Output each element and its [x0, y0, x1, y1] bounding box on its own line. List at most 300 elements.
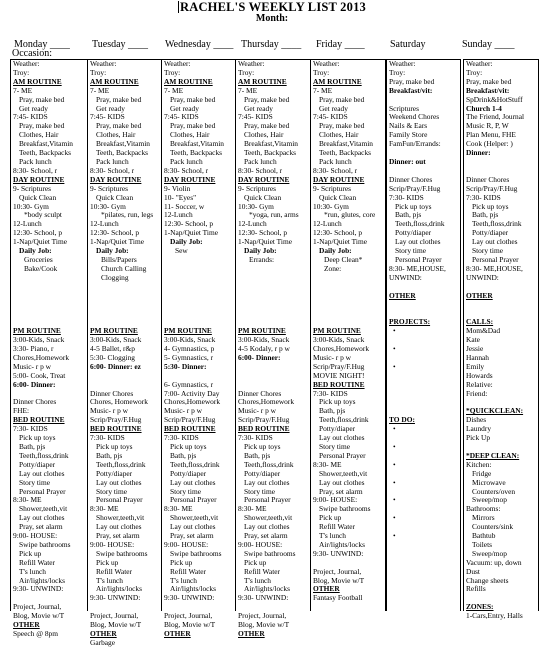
list-item: 1-Nap/Quiet Time — [164, 228, 218, 238]
section-heading: OTHER — [164, 629, 191, 638]
list-item: 9:30- UNWIND: — [164, 593, 215, 603]
list-item: Refill Water — [170, 566, 207, 576]
list-item: 6- Gymnastics, r — [164, 379, 214, 389]
section-heading: • — [393, 513, 396, 523]
list-item: 8:30- School, r — [313, 165, 358, 175]
list-item: Dinner Chores — [389, 174, 433, 184]
list-item: 3:00-Kids, Snack — [313, 335, 365, 345]
list-item: Pray, set alarm — [244, 531, 288, 541]
list-item: 7:30- KIDS — [313, 388, 348, 398]
list-item: Bathrooms: — [466, 504, 501, 514]
list-item: Lay out clothes — [319, 433, 365, 443]
list-item: Air/lights/locks — [319, 539, 365, 549]
list-item: Potty/diaper — [170, 468, 207, 478]
section-heading: DAY ROUTINE — [164, 174, 216, 184]
list-item: Pick up toys — [170, 441, 207, 451]
list-item: Troy: — [313, 67, 330, 77]
list-item: FHE: — [13, 406, 30, 416]
list-item: 7- ME — [313, 85, 333, 95]
list-item: Pick up — [244, 557, 267, 567]
list-item: Scrip/Pray/F.Hug — [313, 361, 365, 371]
list-item: Daily Job: — [19, 246, 52, 256]
list-item: Breakfast/vit: — [389, 85, 433, 95]
list-item: 5:30- Clogging — [90, 352, 135, 362]
blank-line — [387, 300, 460, 309]
section-heading: OTHER — [389, 290, 416, 300]
section-heading: DAY ROUTINE — [238, 174, 290, 184]
list-item: Daily Job: — [170, 237, 203, 247]
list-item: Blog, Movie w/T — [313, 575, 365, 585]
list-item: 3:00-Kids, Snack — [238, 335, 290, 345]
list-item: Personal Prayer — [319, 450, 366, 460]
list-item: 9- Scriptures — [313, 183, 351, 193]
list-item: 1-Nap/Quiet Time — [238, 237, 292, 247]
list-item: 6:00- Dinner: — [238, 352, 281, 362]
list-item: 9:00- HOUSE: — [90, 539, 135, 549]
list-item: Pray, make bed — [19, 94, 65, 104]
list-item: 8:30- School, r — [164, 165, 209, 175]
list-item: Pick up toys — [19, 433, 56, 443]
list-item: 7:30- KIDS — [13, 424, 48, 434]
section-heading: BED ROUTINE — [90, 424, 142, 434]
list-item: Story time — [319, 441, 350, 451]
section-heading: OTHER — [13, 620, 40, 630]
column-wednesday — [162, 59, 236, 638]
list-item: 8:30- ME — [13, 495, 42, 505]
list-item: The Friend, Journal — [466, 112, 525, 122]
list-item: 9:00- HOUSE: — [313, 495, 358, 505]
list-item: Daily Job: — [319, 246, 352, 256]
section-heading: • — [393, 441, 396, 451]
list-item: Quick Clean — [319, 192, 357, 202]
column-sunday — [463, 59, 539, 621]
list-item: Weather: — [13, 59, 40, 68]
list-item: FamFun/Errands: — [389, 139, 441, 149]
list-item: Lay out clothes — [472, 237, 518, 247]
list-item: 7:30- KIDS — [90, 433, 125, 443]
list-item: Pray, make bed — [170, 94, 216, 104]
list-item: Personal Prayer — [395, 254, 442, 264]
list-item: 9:30- UNWIND: — [238, 593, 289, 603]
list-item: Pick up toys — [96, 441, 133, 451]
list-item: *pilates, run, legs — [101, 210, 154, 220]
list-item: T's lunch — [96, 575, 123, 585]
weekly-grid — [10, 59, 539, 647]
list-item: 6:00- Dinner: — [13, 379, 56, 389]
section-heading: OTHER — [238, 629, 265, 638]
list-item: Project, Journal, — [90, 611, 139, 621]
list-item: Pick Up — [466, 433, 491, 443]
blank-line — [11, 300, 87, 309]
blank-line — [11, 274, 87, 283]
list-item: Refill Water — [319, 522, 356, 532]
list-item: Church Calling — [101, 263, 147, 273]
list-item: 5:30- Dinner: — [164, 361, 207, 371]
blank-line — [311, 274, 385, 283]
list-item: 3:00-Kids, Snack — [164, 335, 216, 345]
list-item: Dinner: — [466, 148, 491, 158]
list-item: 12-Lunch — [90, 219, 119, 229]
list-item: Pack lunch — [319, 156, 352, 166]
list-item: 7- ME — [164, 85, 184, 95]
blank-line — [464, 300, 538, 309]
list-item: Fantasy Football — [313, 593, 363, 603]
day-monday: Monday ____ — [14, 39, 70, 50]
list-item: Lay out clothes — [244, 477, 290, 487]
section-heading: PM ROUTINE — [90, 326, 138, 336]
blank-line — [236, 283, 310, 292]
blank-line — [311, 300, 385, 309]
blank-line — [387, 434, 460, 443]
list-item: Scriptures — [389, 103, 419, 113]
list-item: 4- Gymnastics, p — [164, 344, 215, 353]
list-item: 8:30- ME,HOUSE, — [466, 263, 523, 273]
list-item: Scrip/Pray/F.Hug — [90, 415, 142, 425]
list-item: Groceries — [24, 254, 53, 264]
list-item: T's lunch — [170, 575, 197, 585]
list-item: Teeth, Backpacks — [170, 148, 223, 158]
list-item: Weather: — [90, 59, 117, 68]
list-item: Laundry — [466, 424, 492, 434]
section-heading: CALLS: — [466, 317, 494, 327]
list-item: Bake/Cook — [24, 263, 58, 273]
list-item: Counters/oven — [472, 486, 516, 496]
blank-line — [162, 265, 235, 274]
list-item: Potty/diaper — [244, 468, 281, 478]
list-item: Potty/diaper — [319, 424, 356, 434]
list-item: Air/lights/locks — [244, 584, 290, 594]
day-header-row — [0, 39, 544, 51]
list-item: 1-Cars,Entry, Halls — [466, 611, 523, 621]
list-item: Clothes, Hair — [19, 130, 59, 140]
text-cursor — [178, 1, 179, 13]
list-item: Daily Job: — [244, 246, 277, 256]
blank-line — [88, 372, 161, 381]
list-item: Shower,teeth,vit — [319, 468, 368, 478]
blank-line — [387, 470, 460, 479]
section-heading: TO DO: — [389, 415, 415, 425]
section-heading: PM ROUTINE — [313, 326, 361, 336]
list-item: Troy: — [13, 67, 30, 77]
list-item: Chores,Homework — [13, 352, 70, 362]
section-heading: PM ROUTINE — [238, 326, 286, 336]
list-item: Pray, make bed — [319, 94, 365, 104]
list-item: 7:30- KIDS — [389, 192, 424, 202]
blank-line — [162, 300, 235, 309]
blank-line — [162, 274, 235, 283]
list-item: Change sheets — [466, 575, 509, 585]
list-item: 3:00-Kids, Snack — [13, 335, 65, 345]
list-item: Plan Menu, FHE — [466, 130, 516, 140]
list-item: 1-Nap/Quiet Time — [13, 237, 67, 247]
list-item: Dinner Chores — [238, 388, 282, 398]
occasion-label: Occasion: — [12, 48, 52, 59]
list-item: Nails & Ears — [389, 121, 428, 131]
list-item: Teeth, Backpacks — [244, 148, 297, 158]
list-item: 8:30- ME — [164, 504, 193, 514]
list-item: Teeth,floss,drink — [170, 459, 220, 469]
list-item: Hannah — [466, 352, 489, 362]
blank-line — [236, 309, 310, 318]
list-item: Bills/Papers — [101, 254, 137, 264]
list-item: 9:30- UNWIND: — [313, 548, 364, 558]
list-item: Potty/diaper — [96, 468, 133, 478]
list-item: Potty/diaper — [395, 228, 432, 238]
list-item: Scrip/Pray/F.Hug — [164, 415, 216, 425]
list-item: Chores, Homework — [90, 397, 148, 407]
list-item: Speech @ 8pm — [13, 629, 58, 638]
list-item: 1-Nap/Quiet Time — [313, 237, 367, 247]
list-item: 7:45- KIDS — [313, 112, 348, 122]
list-item: Air/lights/locks — [19, 575, 65, 585]
list-item: Refills — [466, 584, 486, 594]
list-item: Deep Clean* — [324, 254, 363, 264]
list-item: Quick Clean — [244, 192, 282, 202]
list-item: 10:30- Gym — [13, 201, 49, 211]
blank-line — [387, 336, 460, 345]
blank-line — [162, 283, 235, 292]
list-item: Swipe bathrooms — [96, 548, 148, 558]
list-item: Sweep/mop — [472, 548, 507, 558]
list-item: 7:45- KIDS — [90, 112, 125, 122]
list-item: 9- Scriptures — [13, 183, 51, 193]
list-item: Dinner: out — [389, 156, 426, 166]
list-item: Pick up — [19, 548, 42, 558]
day-thursday: Thursday ____ — [241, 39, 302, 50]
list-item: Daily Job: — [96, 246, 129, 256]
list-item: 7- ME — [238, 85, 258, 95]
list-item: Toilets — [472, 539, 493, 549]
list-item: Swipe bathrooms — [170, 548, 222, 558]
list-item: *run, glutes, core — [324, 210, 376, 220]
section-heading: • — [393, 361, 396, 371]
list-item: Lay out clothes — [319, 477, 365, 487]
list-item: 9:00- HOUSE: — [13, 531, 58, 541]
section-heading: PM ROUTINE — [164, 326, 212, 336]
blank-line — [387, 354, 460, 363]
list-item: Get ready — [19, 103, 48, 113]
section-heading: • — [393, 531, 396, 541]
list-item: Clothes, Hair — [96, 130, 136, 140]
list-item: Pray, make bed — [96, 121, 142, 131]
list-item: Music R, P, W — [466, 121, 509, 131]
list-item: 9:30- UNWIND: — [13, 584, 64, 594]
list-item: Shower,teeth,vit — [96, 513, 145, 523]
list-item: Pray, set alarm — [319, 486, 363, 496]
list-item: Troy: — [389, 67, 406, 77]
list-item: Chores,Homework — [238, 397, 295, 407]
list-item: Swipe bathrooms — [319, 504, 371, 514]
list-item: Lay out clothes — [244, 522, 290, 532]
blank-line — [88, 283, 161, 292]
list-item: Shower,teeth,vit — [19, 504, 68, 514]
list-item: 9- Scriptures — [90, 183, 128, 193]
blank-line — [236, 300, 310, 309]
list-item: Teeth,floss,drink — [472, 219, 522, 229]
list-item: Pray, make bed — [19, 121, 65, 131]
list-item: Weather: — [313, 59, 340, 68]
list-item: Music- r p w — [238, 406, 276, 416]
section-heading: OTHER — [313, 584, 340, 594]
list-item: Zone: — [324, 263, 342, 273]
blank-line — [387, 452, 460, 461]
list-item: Teeth,floss,drink — [395, 219, 445, 229]
list-item: Scrip/Pray/F.Hug — [466, 183, 518, 193]
list-item: Chores,Homework — [313, 344, 370, 353]
blank-line — [387, 398, 460, 407]
list-item: Bath, pjs — [244, 450, 271, 460]
list-item: Clothes, Hair — [244, 130, 284, 140]
list-item: Swipe bathrooms — [19, 539, 71, 549]
list-item: Pray, make bed — [96, 94, 142, 104]
section-heading: BED ROUTINE — [313, 379, 365, 389]
list-item: Project, Journal, — [164, 611, 213, 621]
list-item: Breakfast/vit: — [466, 85, 510, 95]
list-item: Pick up toys — [244, 441, 281, 451]
list-item: Emily — [466, 361, 485, 371]
list-item: Breakfast,Vitamin — [170, 139, 224, 149]
list-item: 11- Soccer, w — [164, 201, 205, 211]
list-item: Bath, pjs — [19, 441, 46, 451]
section-heading: PM ROUTINE — [13, 326, 61, 336]
blank-line — [311, 309, 385, 318]
list-item: Microwave — [472, 477, 506, 487]
list-item: Personal Prayer — [96, 495, 143, 505]
list-item: Refill Water — [96, 566, 133, 576]
list-item: Personal Prayer — [19, 486, 66, 496]
blank-line — [311, 283, 385, 292]
section-heading: AM ROUTINE — [313, 76, 362, 86]
blank-line — [387, 505, 460, 514]
list-item: 9:30- UNWIND: — [90, 593, 141, 603]
list-item: Pray, set alarm — [96, 531, 140, 541]
list-item: Breakfast,Vitamin — [319, 139, 373, 149]
list-item: Kitchen: — [466, 459, 492, 469]
list-item: Bath, pjs — [472, 210, 499, 220]
blank-line — [11, 292, 87, 301]
list-item: *body sculpt — [24, 210, 62, 220]
list-item: Lay out clothes — [170, 522, 216, 532]
list-item: 5- Gymnastics, r — [164, 352, 214, 362]
list-item: MOVIE NIGHT! — [313, 370, 365, 380]
list-item: 8:30- ME — [90, 504, 119, 514]
list-item: Scrip/Pray/F.Hug — [238, 415, 290, 425]
list-item: Mirrors — [472, 513, 495, 523]
list-item: Story time — [170, 486, 201, 496]
list-item: Story time — [244, 486, 275, 496]
list-item: Story time — [472, 246, 503, 256]
blank-line — [162, 639, 235, 648]
list-item: 9- Scriptures — [238, 183, 276, 193]
blank-line — [236, 292, 310, 301]
list-item: Bathtub — [472, 531, 496, 541]
list-item: 12-Lunch — [313, 219, 342, 229]
blank-line — [464, 158, 538, 167]
section-heading: BED ROUTINE — [164, 424, 216, 434]
list-item: Project, Journal, — [13, 602, 62, 612]
list-item: Breakfast,Vitamin — [19, 139, 73, 149]
section-heading: PROJECTS: — [389, 317, 431, 327]
list-item: 7- ME — [90, 85, 110, 95]
blank-line — [387, 390, 460, 399]
list-item: Teeth, Backpacks — [319, 148, 372, 158]
list-item: 8:30- School, r — [238, 165, 283, 175]
list-item: Bath, pjs — [170, 450, 197, 460]
list-item: Jessie — [466, 344, 484, 353]
section-heading: OTHER — [90, 629, 117, 638]
list-item: Teeth, Backpacks — [96, 148, 149, 158]
section-heading: *QUICKCLEAN: — [466, 406, 524, 416]
list-item: Sew — [175, 246, 188, 256]
list-item: SpDrink&HotStuff — [466, 94, 523, 104]
list-item: Quick Clean — [19, 192, 57, 202]
blank-line — [387, 372, 460, 381]
blank-line — [11, 309, 87, 318]
list-item: Pick up toys — [319, 397, 356, 407]
list-item: Pick up — [170, 557, 193, 567]
list-item: Dishes — [466, 415, 487, 425]
section-heading: ZONES: — [466, 602, 494, 612]
list-item: Music- r p w — [164, 406, 202, 416]
column-saturday — [386, 59, 461, 611]
list-item: Refill Water — [244, 566, 281, 576]
list-item: Lay out clothes — [170, 477, 216, 487]
list-item: 12:30- School, p — [313, 228, 363, 238]
blank-line — [387, 523, 460, 532]
list-item: 8:30- ME — [313, 459, 342, 469]
list-item: Refill Water — [19, 557, 56, 567]
list-item: Sweep/mop — [472, 495, 507, 505]
list-item: 7:00- Activity Day — [164, 388, 220, 398]
list-item: 4-5 Ballet, r&p — [90, 344, 135, 353]
list-item: Shower,teeth,vit — [170, 513, 219, 523]
blank-line — [387, 381, 460, 390]
section-heading: • — [393, 424, 396, 434]
blank-line — [311, 292, 385, 301]
section-heading: • — [393, 326, 396, 336]
blank-line — [236, 274, 310, 283]
list-item: Scrip/Pray/F.Hug — [389, 183, 441, 193]
list-item: Quick Clean — [96, 192, 134, 202]
list-item: Pray, make bed — [389, 76, 435, 86]
day-tuesday: Tuesday ____ — [92, 39, 149, 50]
list-item: Garbage — [90, 637, 116, 647]
list-item: 7:45- KIDS — [238, 112, 273, 122]
list-item: Get ready — [170, 103, 199, 113]
list-item: Bath, pjs — [395, 210, 422, 220]
blank-line — [162, 309, 235, 318]
list-item: Music- r p w — [13, 361, 51, 371]
list-item: Shower,teeth,vit — [244, 513, 293, 523]
list-item: Dinner Chores — [13, 397, 57, 407]
list-item: Fridge — [472, 468, 492, 478]
section-heading: BED ROUTINE — [13, 415, 65, 425]
list-item: Kate — [466, 335, 480, 345]
day-saturday: Saturday — [390, 39, 426, 50]
list-item: Counters/sink — [472, 522, 514, 532]
list-item: Blog, Movie w/T — [238, 620, 290, 630]
list-item: Blog, Movie w/T — [164, 620, 216, 630]
list-item: Weather: — [466, 59, 493, 68]
month-label: Month: — [255, 13, 289, 24]
list-item: 3:00-Kids, Snack — [90, 335, 142, 345]
list-item: Potty/diaper — [19, 459, 56, 469]
section-heading: OTHER — [466, 290, 493, 300]
list-item: Lay out clothes — [19, 468, 65, 478]
list-item: Lay out clothes — [96, 522, 142, 532]
list-item: Pray, make bed — [244, 94, 290, 104]
list-item: Pick up toys — [472, 201, 509, 211]
